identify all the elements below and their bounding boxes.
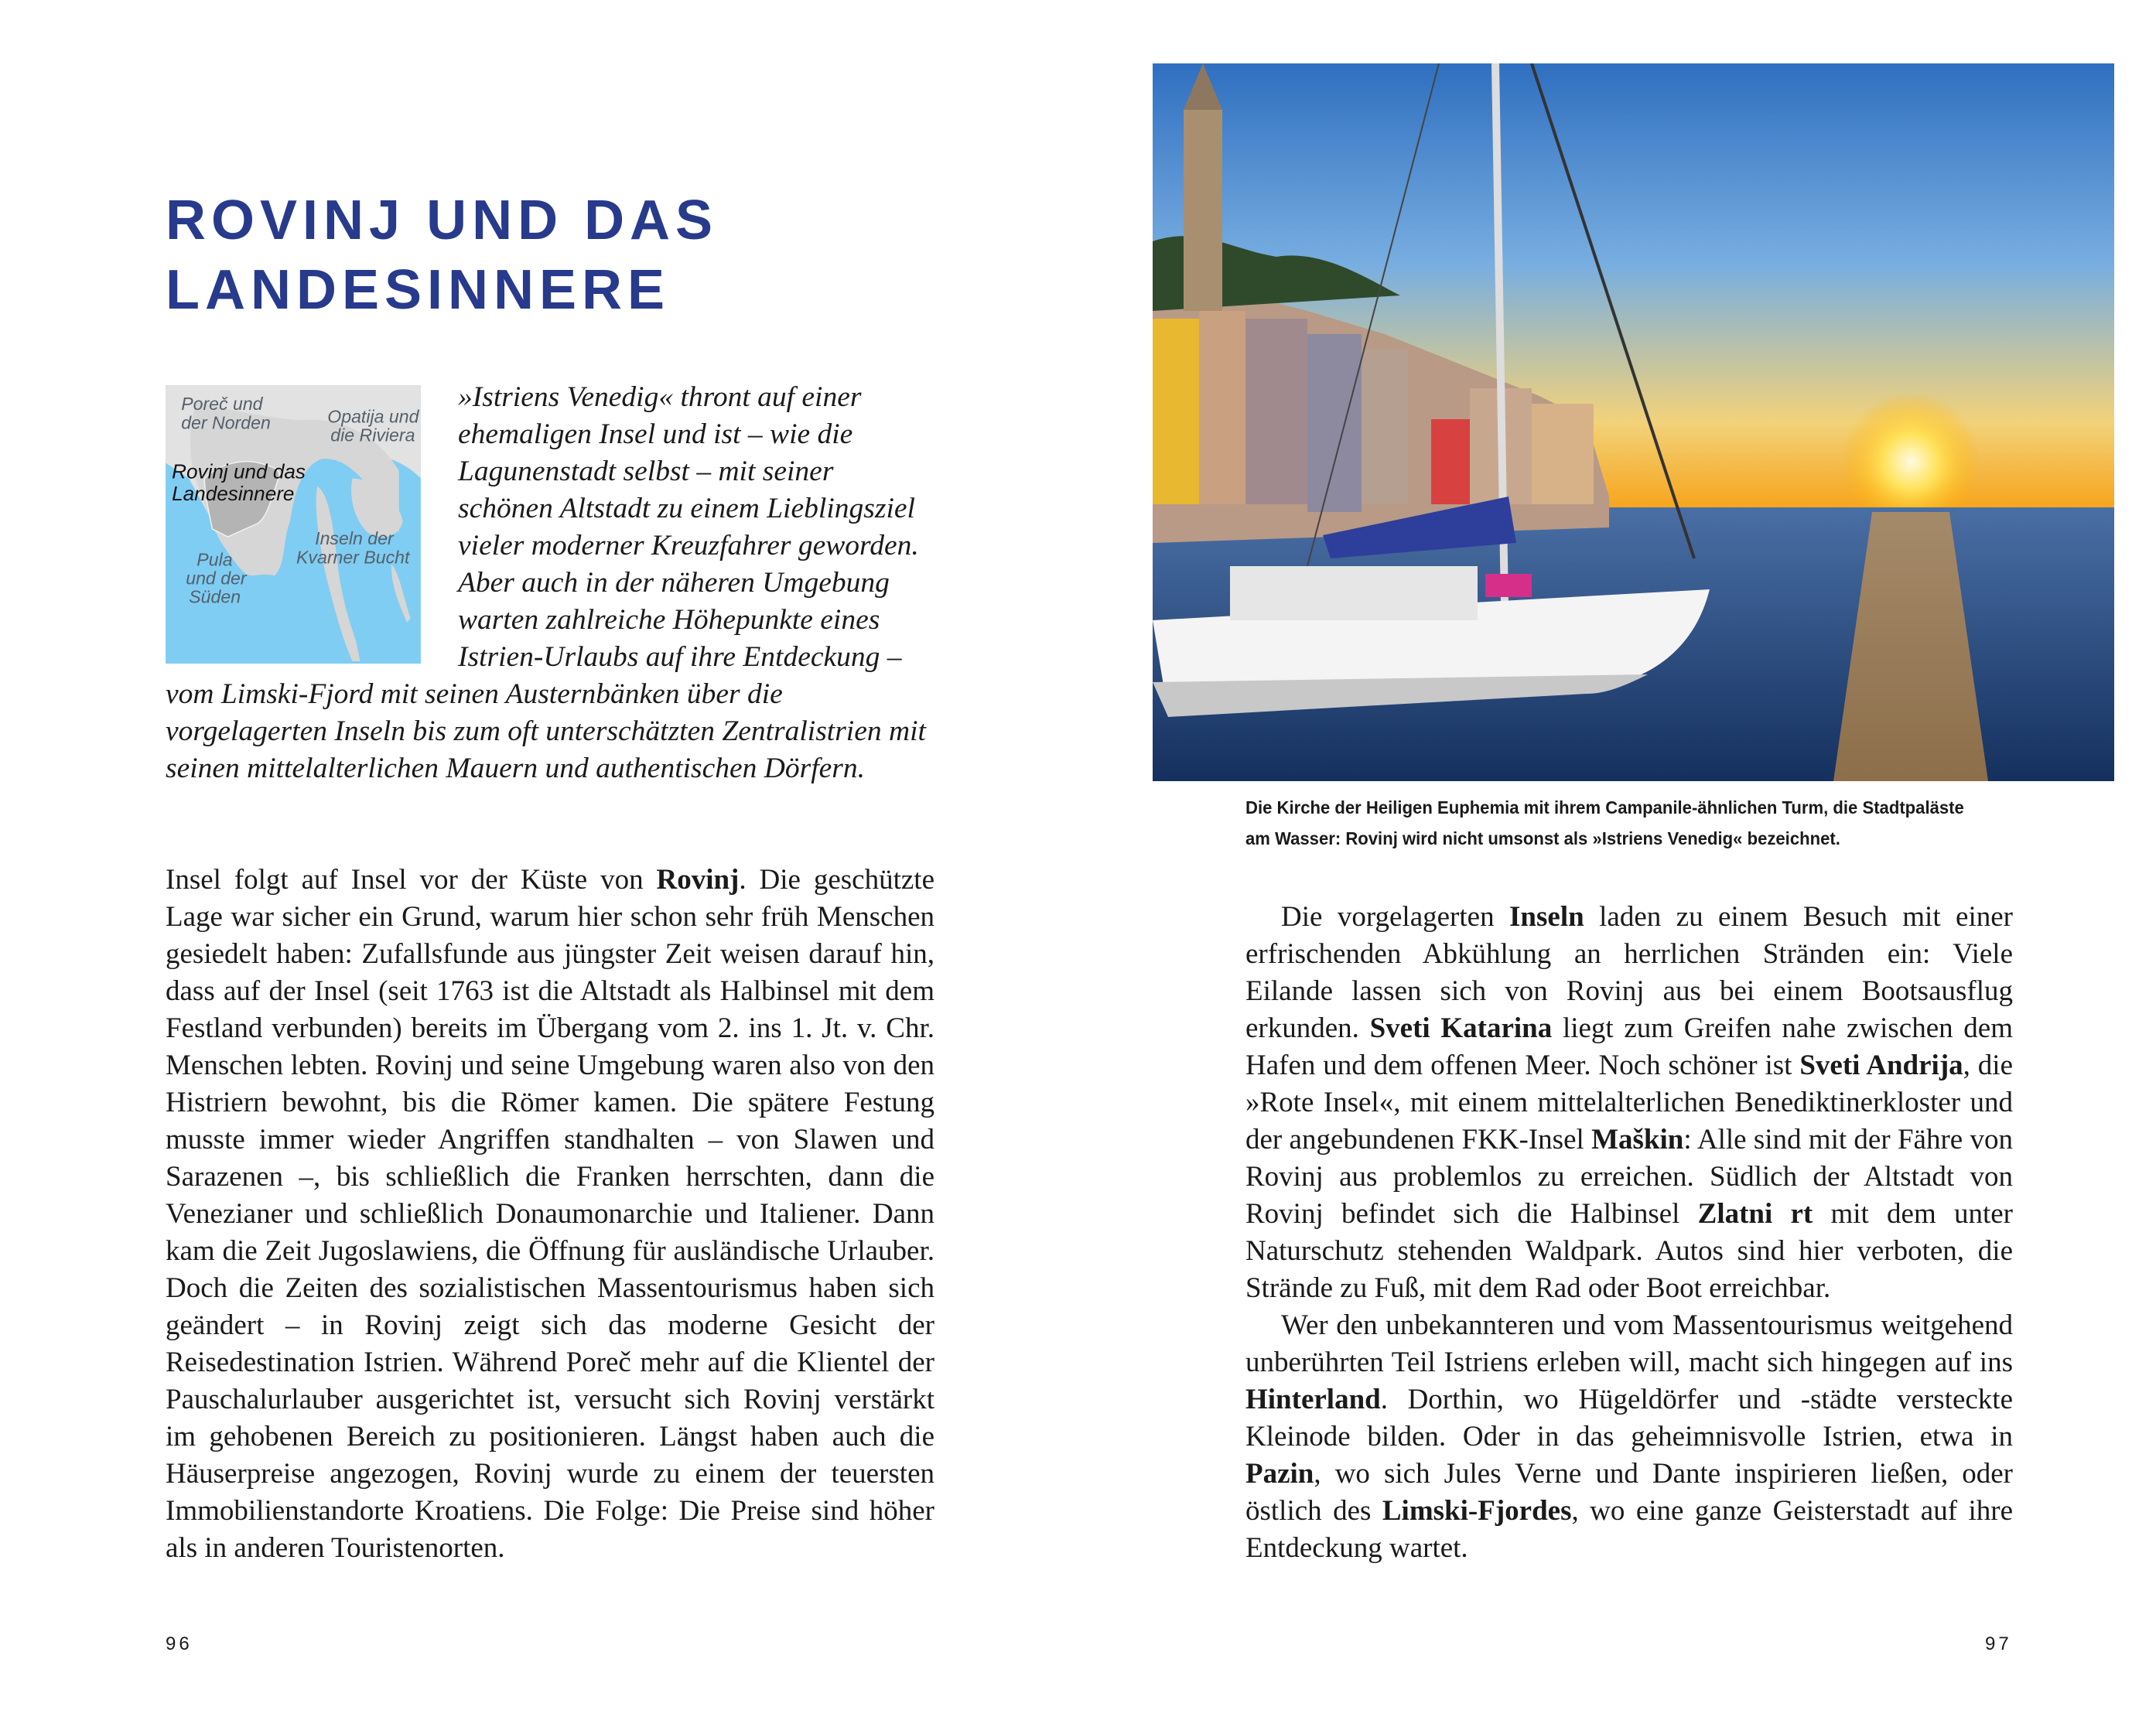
text-run: : Alle sind mit der Fähre von Rovinj aus problemlos zu erreichen. Südlich der Altstadt von Rovinj befindet sich die Halbinsel: [1245, 1124, 2013, 1230]
paragraph-hinterland: [1245, 1307, 2013, 1567]
text-run: . Dorthin, wo Hügeldörfer und -städte versteckte Kleinode bilden. Oder in das geheimnisvolle Istrien, etwa in: [1245, 1384, 2013, 1452]
bold-term: Sveti Andrija: [1799, 1050, 1963, 1081]
rovinj-sunset-photo: [1153, 63, 2114, 781]
map-label-rovinj: Rovinj und das Landesinnere: [172, 459, 306, 505]
text-run: Wer den unbekannteren und vom Massentourismus weitgehend unberührten Teil Istriens erleben will, macht sich hingegen auf ins: [1245, 1309, 2013, 1378]
bold-term: Limski-Fjordes: [1382, 1495, 1572, 1527]
text-run: mit dem unter Naturschutz stehenden Waldpark. Autos sind hier verboten, die Strände zu Fuß, mit dem Rad oder Boot erreichbar.: [1245, 1198, 2013, 1304]
body-text-right: [1245, 899, 2013, 1567]
chapter-title: [166, 186, 939, 325]
intro-block: [166, 379, 935, 787]
map-label-inseln: Inseln der Kvarner Bucht: [296, 528, 410, 568]
text-run: Insel folgt auf Insel vor der Küste von: [166, 864, 657, 896]
bold-term: Maškin: [1591, 1124, 1684, 1155]
text-run: , wo eine ganze Geisterstadt auf ihre Entdeckung wartet.: [1245, 1495, 2013, 1564]
map-label-porec: Poreč und der Norden: [181, 394, 271, 433]
page-number-right: 97: [1985, 1633, 2012, 1654]
map-label-opatija: Opatija und die Riviera: [327, 406, 419, 445]
text-run: laden zu einem Besuch mit einer erfrischenden Abkühlung an herrlichen Stränden ein: Viele Eilande lassen sich von Rovinj aus bei einem Bootsausflug erkunden.: [1245, 901, 2013, 1044]
body-text-left: [166, 862, 934, 1567]
chapter-title-line-2: LANDESINNERE: [166, 259, 671, 321]
bold-term: Sveti Katarina: [1369, 1012, 1553, 1044]
text-run: . Die geschützte Lage war sicher ein Grund, warum hier schon sehr früh Menschen gesiedelt haben: Zufallsfunde aus jüngster Zeit weisen darauf hin, dass auf der Insel (seit 1763 ist die Altstadt als Halbinsel mit dem Festland verbunden) bereits im Übergang vom 2. ins 1. Jt. v. Chr. Menschen lebten. Rovinj und seine Umgebung waren also von den Histriern bewohnt, bis die Römer kamen. Die spätere Festung musste immer wieder Angriffen standhalten – von Slawen und Sarazenen –, bis schließlich die Franken herrschten, dann die Venezianer und schließlich Donaumonarchie und Italiener. Dann kam die Zeit Jugoslawiens, die Öffnung für ausländische Urlauber. Doch die Zeiten des sozialistischen Massentourismus haben sich geändert – in Rovinj zeigt sich das moderne Gesicht der Reisedestination Istrien. Während Poreč mehr auf die Klientel der Pauschalurlauber ausgerichtet ist, versucht sich Rovinj verstärkt im gehobenen Bereich zu positionieren. Längst haben auch die Häuserpreise angezogen, Rovinj wurde zu einem der teuersten Immobilienstandorte Kroatiens. Die Folge: Die Preise sind höher als in anderen Touristenorten.: [166, 864, 934, 1564]
bold-term: Zlatni rt: [1697, 1198, 1813, 1230]
bold-term: Rovinj: [656, 864, 740, 896]
text-run: liegt zum Greifen nahe zwischen dem Hafen und dem offenen Meer. Noch schöner ist: [1245, 1012, 2013, 1081]
region-map: [166, 385, 421, 664]
paragraph-islands: [1245, 899, 2013, 1307]
map-label-pula: Pula und der Süden: [186, 549, 247, 607]
page-number-left: 96: [166, 1633, 193, 1654]
text-run: , die »Rote Insel«, mit einem mittelalterlichen Benediktinerkloster und der angebundenen FKK-Insel: [1245, 1050, 2013, 1155]
text-run: , wo sich Jules Verne und Dante inspirieren ließen, oder östlich des: [1245, 1458, 2013, 1527]
bold-term: Pazin: [1245, 1458, 1314, 1490]
bold-term: Hinterland: [1245, 1384, 1381, 1415]
text-run: Die vorgelagerten: [1281, 901, 1510, 933]
photo-caption: Die Kirche der Heiligen Euphemia mit ihrem Campanile-ähnlichen Turm, die Stadtpaläste am Wasser: Rovinj wird nicht umsonst als »Istriens Venedig« bezeichnet.: [1245, 797, 1964, 848]
intro-text: »Istriens Venedig« thront auf einer ehemaligen Insel und ist – wie die Lagunenstadt selbst – mit seiner schönen Altstadt zu einem Lieblingsziel vieler moderner Kreuzfahrer geworden. Aber auch in der näheren Umgebung warten zahlreiche Höhepunkte eines Istrien-Urlaubs auf ihre Entdeckung – vom Limski-Fjord mit seinen Austernbänken über die vorgelagerten Inseln bis zum oft unterschätzten Zentralistrien mit seinen mittelalterlichen Mauern und authentischen Dörfern.: [166, 381, 926, 784]
bold-term: Inseln: [1509, 901, 1584, 933]
chapter-title-line-1: ROVINJ UND DAS: [166, 189, 719, 251]
